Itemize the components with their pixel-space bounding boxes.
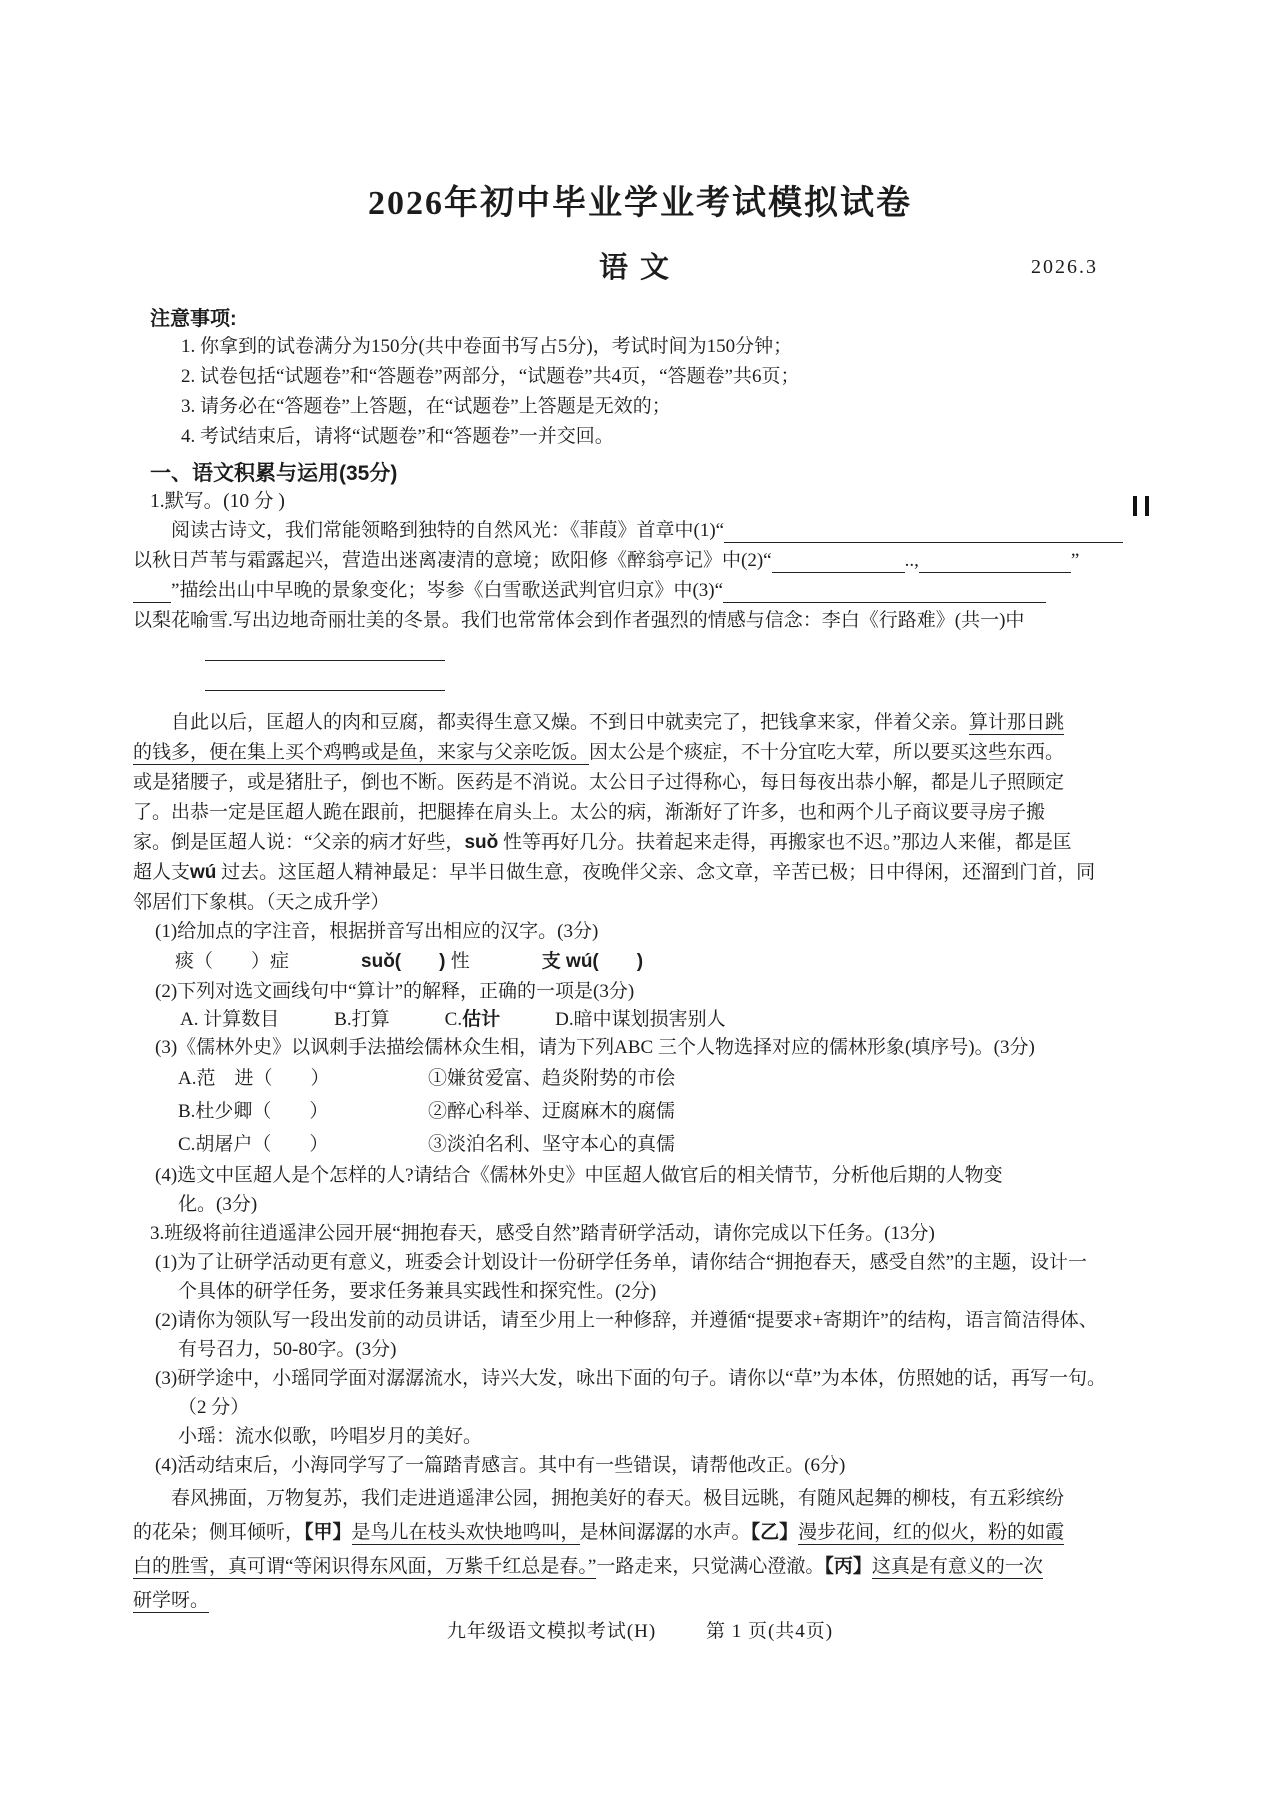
reading-q1-label: (1)给加点的字注音，根据拼音写出相应的汉字。(3分) <box>155 921 599 942</box>
text-segment: ) <box>636 951 644 972</box>
text-segment: 的花朵；侧耳倾听， <box>133 1522 305 1543</box>
inline-item <box>542 951 643 972</box>
text-segment: 家。倒是匡超人说：“父亲的病才好些， <box>133 832 465 853</box>
underline-segment <box>205 642 445 661</box>
inline-item <box>180 1009 279 1030</box>
q3-sub4-block <box>133 1451 1147 1480</box>
text-segment: （2 分） <box>178 1397 250 1418</box>
text-line <box>133 1482 1147 1516</box>
text-segment: 春风拂面，万物复苏，我们走进逍遥津公园，拥抱美好的春天。极目远眺，有随风起舞的柳枝，有五彩缤纷 <box>133 1488 1065 1509</box>
text-line <box>178 1335 1147 1364</box>
text-line <box>133 1584 1147 1618</box>
underline-segment: 漫步花间，红的似火，粉的如霞 <box>798 1522 1065 1543</box>
subject-name: 语文 <box>598 252 681 284</box>
text-segment: 3. 请务必在“答题卷”上答题，在“试题卷”上答题是无效的； <box>181 396 671 417</box>
matching-right: ②醉心科举、迂腐麻木的腐儒 <box>428 1101 676 1122</box>
text-line <box>205 636 1147 666</box>
text-segment: (2)请你为领队写一段出发前的动员讲话，请至少用上一种修辞，并遵循“提要求+寄期许”的结构，语言简洁得体、 <box>155 1310 1098 1331</box>
underline-segment: 这真是有意义的一次 <box>871 1556 1043 1577</box>
text-segment: 1. 你拿到的试卷满分为150分(共中卷面书写占5分)，考试时间为150分钟； <box>181 336 793 357</box>
reading-q2-label: (2)下列对选文画线句中“算计”的解释，正确的一项是(3分) <box>155 981 635 1002</box>
q3-sub1-block <box>133 1248 1147 1306</box>
exam-title: 2026年初中毕业学业考试模拟试卷 <box>368 185 912 222</box>
text-line <box>181 422 1147 452</box>
text-segment: 2. 试卷包括“试题卷”和“答题卷”两部分，“试题卷”共4页，“答题卷”共6页； <box>181 366 800 387</box>
text-line <box>155 1306 1147 1335</box>
text-line <box>133 1516 1147 1550</box>
text-segment: 【丙】 <box>824 1556 872 1577</box>
text-segment: 4. 考试结束后，请将“试题卷”和“答题卷”一并交回。 <box>181 426 614 447</box>
text-line <box>181 332 1147 362</box>
matching-list <box>178 1062 1147 1161</box>
inline-item <box>555 1009 725 1030</box>
text-segment: B.打算 <box>334 1009 390 1030</box>
underline-segment <box>919 550 1071 573</box>
reading-passage <box>133 708 1147 918</box>
text-line <box>133 888 1147 918</box>
text-line <box>178 1277 1147 1306</box>
text-segment: 有号召力，50-80字。(3分) <box>178 1339 397 1360</box>
exam-date: 2026.3 <box>1031 256 1098 278</box>
text-segment: 是林间潺潺的水声。 <box>579 1522 751 1543</box>
q3-sub3-block <box>133 1364 1147 1422</box>
text-segment: 因太公是个痰症，不十分宜吃大荤，所以要买这些东西。 <box>589 742 1065 763</box>
matching-left: A.范 进（ ） <box>178 1068 330 1089</box>
text-line <box>133 1550 1147 1584</box>
matching-left: C.胡屠户（ ） <box>178 1134 329 1155</box>
underline-segment <box>205 672 445 691</box>
notice-list <box>181 332 1147 452</box>
text-line <box>133 858 1147 888</box>
text-segment: 过去。这匡超人精神最足：早半日做生意，夜晚伴父亲、念文章，辛苦已极；日中得闲，还溜到门首，同 <box>216 862 1096 883</box>
subject-row <box>133 248 1147 288</box>
text-segment <box>401 951 439 972</box>
text-segment: 一路走来，只觉满心澄澈。 <box>596 1556 825 1577</box>
text-segment: 痰（ ）症 <box>175 951 290 972</box>
text-line <box>155 1248 1147 1277</box>
underline-segment <box>724 520 1123 543</box>
essay-paragraph <box>133 1482 1147 1618</box>
text-segment: 支 wú( <box>541 951 599 972</box>
reading-q4-block <box>133 1161 1147 1219</box>
section-one-heading: 一、语文积累与运用(35分) <box>150 462 398 485</box>
choice-options-row <box>180 1006 1147 1034</box>
q3-heading-block <box>133 1219 1147 1248</box>
underline-segment <box>723 580 1046 603</box>
text-line <box>133 576 1147 606</box>
text-segment: 或是猪腰子，或是猪肚子，倒也不断。医药是不消说。太公日子过得称心，每日每夜出恭小解，都是儿子照顾定 <box>133 772 1065 793</box>
text-line <box>133 708 1147 738</box>
dictation-paragraph <box>133 516 1147 636</box>
answer-blank-lines <box>133 636 1147 696</box>
text-line <box>133 516 1147 546</box>
text-segment: 个具体的研学任务，要求任务兼具实践性和探究性。(2分) <box>178 1281 657 1302</box>
q3-sub2-block <box>133 1306 1147 1364</box>
matching-left: B.杜少卿（ ） <box>178 1101 329 1122</box>
text-line <box>133 768 1147 798</box>
text-line <box>205 666 1147 696</box>
text-segment: .., <box>904 550 919 571</box>
text-line <box>133 828 1147 858</box>
inline-item <box>334 1009 389 1030</box>
footer-course: 九年级语文模拟考试(H) <box>446 1621 657 1642</box>
page-content <box>133 0 1147 1646</box>
reading-q3-label: (3)《儒林外史》以讽刺手法描绘儒林众生相，请为下列ABC 三个人物选择对应的儒林形象(填序号)。(3分) <box>155 1037 1035 1058</box>
text-segment: C. <box>444 1009 463 1030</box>
underline-segment: 研学呀。 <box>133 1590 210 1611</box>
matching-row <box>178 1128 1147 1161</box>
text-line <box>133 546 1147 576</box>
text-line <box>155 1364 1147 1393</box>
underline-segment: 白的胜雪，真可谓“等闲识得东风面，万紫千红总是春。” <box>133 1556 597 1577</box>
matching-right: ①嫌贫爱富、趋炎附势的市侩 <box>428 1068 676 1089</box>
notice-heading: 注意事项: <box>150 308 237 330</box>
example-sentence: 小瑶：流水似歌，吟唱岁月的美好。 <box>178 1426 483 1447</box>
q3-heading: 3.班级将前往逍遥津公园开展“拥抱春天，感受自然”踏青研学活动，请你完成以下任务。(13分) <box>150 1223 935 1244</box>
text-segment: 了。出恭一定是匡超人跪在跟前，把腿捧在肩头上。太公的病，渐渐好了许多，也和两个儿子商议要寻房子搬 <box>133 802 1046 823</box>
inline-item <box>175 951 289 972</box>
inline-item <box>445 1009 500 1030</box>
footer-page-number: 第 1 页(共4页) <box>705 1621 834 1642</box>
pinyin-row <box>175 946 1147 978</box>
text-segment: 性 <box>450 951 470 972</box>
q3-sub4-label: (4)活动结束后，小海同学写了一篇踏青感言。其中有一些错误，请帮他改正。(6分) <box>155 1455 846 1476</box>
text-segment: ” <box>1070 550 1080 571</box>
text-segment: 以秋日芦苇与霜露起兴，营造出迷离凄清的意境；欧阳修《醉翁亭记》中(2)“ <box>133 550 772 571</box>
matching-row <box>178 1062 1147 1095</box>
text-segment: 【甲】 <box>304 1522 352 1543</box>
text-segment <box>599 951 637 972</box>
underline-segment: 是鸟儿在枝头欢快地鸣叫， <box>351 1522 580 1543</box>
underline-segment <box>133 580 171 603</box>
underline-segment: 的钱多，便在集上买个鸡鸭或是鱼，来家与父亲吃饭。 <box>133 742 590 763</box>
text-line <box>181 392 1147 422</box>
matching-row <box>178 1095 1147 1128</box>
text-segment: 自此以后，匡超人的肉和豆腐，都卖得生意又燥。不到日中就卖完了，把钱拿来家，伴着父亲。 <box>133 712 970 733</box>
underline-segment: 算计那日跳 <box>969 712 1065 733</box>
text-segment: 【乙】 <box>750 1522 799 1543</box>
text-segment: (4)选文中匡超人是个怎样的人?请结合《儒林外史》中匡超人做官后的相关情节，分析他后期的人物变 <box>155 1165 1003 1186</box>
text-segment: 化。(3分) <box>178 1194 258 1215</box>
text-line <box>181 362 1147 392</box>
underline-segment <box>772 550 905 573</box>
text-segment: 超人支 <box>133 862 191 883</box>
inline-item <box>361 951 470 972</box>
text-line <box>133 606 1147 636</box>
text-segment: 以梨花喻雪.写出边地奇丽壮美的冬景。我们也常常体会到作者强烈的情感与信念：李白《行路难》(共一)中 <box>133 610 1025 631</box>
text-segment: 估计 <box>462 1009 501 1030</box>
q1-label: 1.默写。(10 分 ) <box>150 491 285 512</box>
text-line <box>133 738 1147 768</box>
text-segment: suǒ <box>464 832 499 853</box>
text-segment: wú <box>190 862 217 883</box>
text-segment: A. 计算数目 <box>180 1009 280 1030</box>
text-line <box>155 1161 1147 1190</box>
text-segment: 性等再好几分。扶着起来走得，再搬家也不迟。”那边人来催，都是匡 <box>498 832 1072 853</box>
text-segment: suǒ( <box>361 951 402 972</box>
text-segment: (3)研学途中，小瑶同学面对潺潺流水，诗兴大发，咏出下面的句子。请你以“草”为本体，仿照她的话，再写一句。 <box>155 1368 1107 1389</box>
text-line <box>178 1190 1147 1219</box>
text-line <box>178 1393 1147 1422</box>
text-segment: 邻居们下象棋。（天之成升学） <box>133 892 390 913</box>
text-segment: D.暗中谋划损害别人 <box>555 1009 726 1030</box>
text-segment: (1)为了让研学活动更有意义，班委会计划设计一份研学任务单，请你结合“拥抱春天，感受自然”的主题，设计一 <box>155 1252 1088 1273</box>
text-segment: ) <box>439 951 451 972</box>
text-segment: ”描绘出山中早晚的景象变化；岑参《白雪歌送武判官归京》中(3)“ <box>171 580 724 601</box>
text-line <box>133 798 1147 828</box>
matching-right: ③淡泊名利、坚守本心的真儒 <box>428 1134 676 1155</box>
page-footer <box>133 1618 1147 1646</box>
text-segment: 阅读古诗文，我们常能领略到独特的自然风光：《菲葭》首章中(1)“ <box>133 520 725 541</box>
